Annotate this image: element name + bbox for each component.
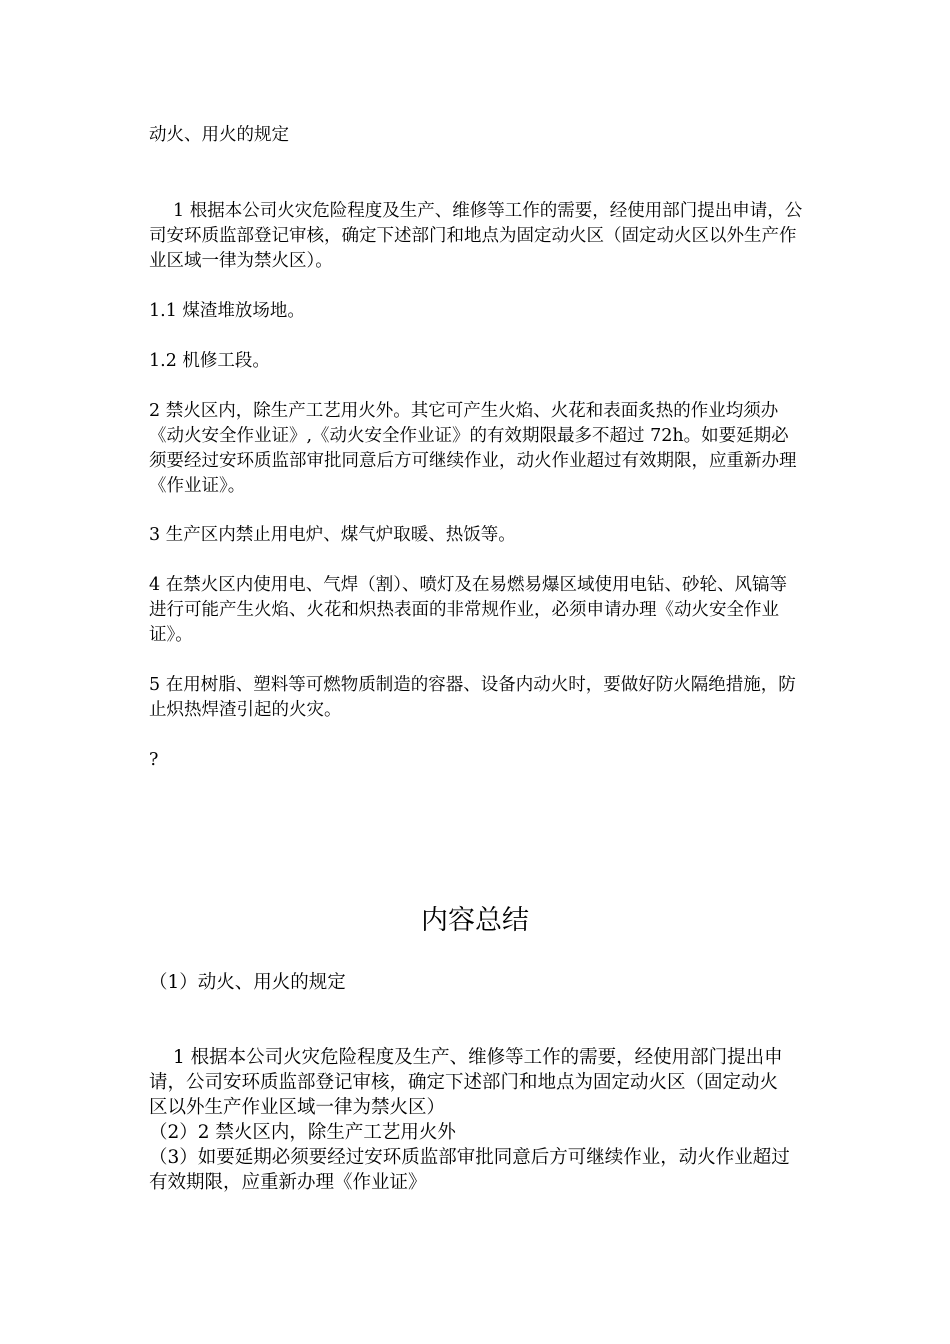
- document-title: 动火、用火的规定: [149, 125, 289, 145]
- paragraph-1-1: 1.1 煤渣堆放场地。: [149, 301, 305, 321]
- summary-item-1-body: 1 根据本公司火灾危险程度及生产、维修等工作的需要，经使用部门提出申请，公司安环质监部登记审核，确定下述部门和地点为固定动火区（固定动火区以外生产作业区域一律为禁火区）: [149, 1047, 783, 1118]
- summary-item-3: （3）如要延期必须要经过安环质监部审批同意后方可继续作业，动火作业超过有效期限，应重新办理《作业证》: [149, 1147, 790, 1193]
- summary-item-2: （2）2 禁火区内，除生产工艺用火外: [149, 1122, 456, 1143]
- paragraph-3: 3 生产区内禁止用电炉、煤气炉取暖、热饭等。: [149, 525, 516, 545]
- question-mark: ?: [149, 750, 159, 770]
- paragraph-1-2: 1.2 机修工段。: [149, 351, 270, 371]
- summary-item-1-title: （1）动火、用火的规定: [149, 972, 346, 993]
- paragraph-5: 5 在用树脂、塑料等可燃物质制造的容器、设备内动火时，要做好防火隔绝措施，防止炽热焊渣引起的火灾。: [149, 675, 796, 720]
- paragraph-2: 2 禁火区内，除生产工艺用火外。其它可产生火焰、火花和表面炙热的作业均须办《动火安全作业证》,《动火安全作业证》的有效期限最多不超过 72h。如要延期必须要经过安环质监部审批同意后方可继续作业，动火作业超过有效期限，应重新办理《作业证》。: [149, 401, 797, 496]
- summary-heading: 内容总结: [421, 905, 529, 936]
- paragraph-1: 1 根据本公司火灾危险程度及生产、维修等工作的需要，经使用部门提出申请，公司安环质监部登记审核，确定下述部门和地点为固定动火区（固定动火区以外生产作业区域一律为禁火区）。: [149, 201, 803, 271]
- paragraph-4: 4 在禁火区内使用电、气焊（割）、喷灯及在易燃易爆区域使用电钻、砂轮、风镐等进行可能产生火焰、火花和炽热表面的非常规作业，必须申请办理《动火安全作业证》。: [149, 575, 787, 645]
